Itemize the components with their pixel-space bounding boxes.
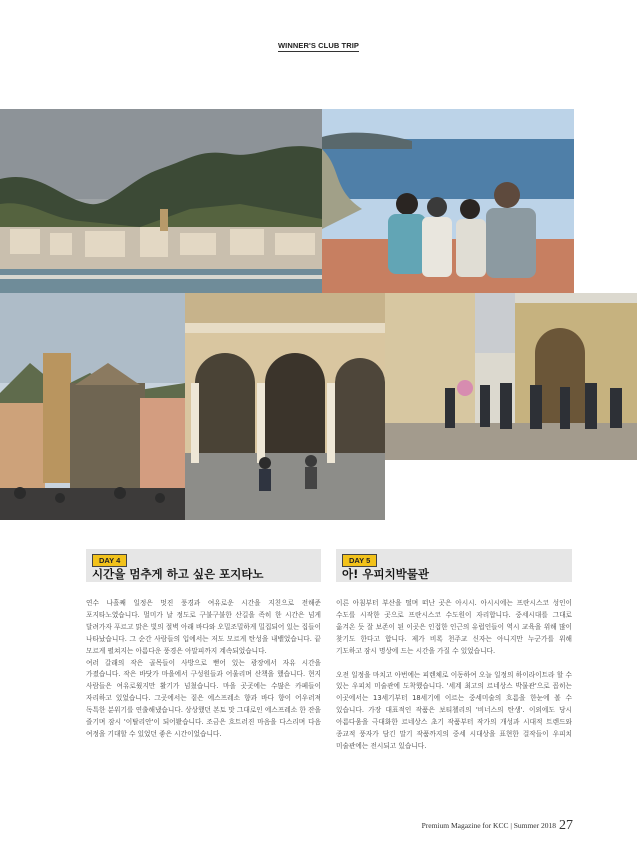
day5-header	[336, 549, 572, 582]
photo-arcade-courtyard	[185, 293, 385, 520]
day4-badge: DAY 4	[92, 554, 127, 567]
section-tag: WINNER'S CLUB TRIP	[277, 41, 360, 50]
day5-body	[336, 598, 572, 765]
photo-family-sea-view	[322, 109, 574, 293]
day4-header	[86, 549, 321, 582]
day4-body	[86, 598, 321, 753]
day5-badge: DAY 5	[342, 554, 377, 567]
day5-title: 아! 우피치박물관	[342, 567, 430, 581]
magazine-name: Premium Magazine for KCC | Summer 2018	[421, 821, 556, 830]
photo-amalfi-coast	[0, 109, 322, 293]
photo-street-tourists	[385, 293, 637, 460]
photo-cathedral-square	[0, 293, 185, 520]
day5-paragraph-2: 오전 일정을 마치고 아번에는 피렌체로 이동하여 오늘 일정의 하이라이트라 할 수 있는 우피치 미술관에 도착했습니다. '세계 최고의 르네상스 박물관'으로 꼽히는 이곳에서는 13세기부터 18세기에 이르는 중세미술의 흐름을 한눈에 볼 수 있습니다. 가장 대표적인 작품은 보티첼리의 '비너스의 탄생'. 이외에도 당시 아름다움을 극대화한 르네상스 초기 작품부터 작가의 개성과 시대적 트렌드와 종교적 풍자가 담긴 말기 작품까지의 중세 시대상을 표현한 걸작들이 우피치 미술관에는 전시되고 있습니다.	[336, 670, 572, 750]
day4-paragraph-2: 여러 갈래의 작은 골목들이 사방으로 뻗어 있는 광장에서 자유 시간을 가졌습니다. 작은 바닷가 마을에서 구성원들과 어울리며 산책을 했습니다. 현지 사람들은 여유로웠지만 활기가 넘쳤습니다. 마을 곳곳에는 수많은 카페들이 자리하고 있었습니다. 그곳에서는 짙은 에스프레소 향과 바다 향이 어우러져 독특한 분위기를 연출해냈습니다. 상상했던 본토 맛 그대로인 에스프레소 한 잔을 즐기며 잠시 '이탈리안'이 되어봤습니다. 조금은 흐트러진 마음을 다스리며 다음 여정을 기대할 수 있었던 좋은 시간이었습니다.	[86, 658, 321, 738]
page-footer	[422, 818, 573, 834]
day5-paragraph-1: 이른 아침부터 부산을 떨며 떠난 곳은 아시시. 아시시에는 프란시스코 성인이 수도를 시작한 곳으로 프란시스코 수도원이 자리합니다. 중세시대를 그대로 옮겨온 듯 잘 보존이 된 이곳은 인접한 인근의 유럽인들이 역시 교육을 위해 많이 찾기도 한다고 합니다. 제가 비록 천주교 신자는 아니지만 누군가를 위해 기도하고 잠시 명상에 드는 시간을 가질 수 있었습니다.	[336, 599, 572, 655]
page-number: 27	[559, 818, 573, 833]
day4-paragraph-1: 연수 나흘째 일정은 멋진 풍경과 여유로운 시간을 지친으로 전해준 포지타노였습니다. 멀미가 날 정도로 구불구불한 산길을 족히 한 시간은 넘게 달려가자 푸르고 맑은 빛의 절벽 아래 바다와 오밀조밀하게 밀집되어 있는 집들이 나타났습니다. 그 순간 사람들의 입에서는 저도 모르게 탄성을 내뱉었습니다. 끝 모르게 펼쳐지는 아름다운 풍경은 아말피까지 계속되었습니다.	[86, 599, 321, 655]
day4-title: 시간을 멈추게 하고 싶은 포지타노	[92, 567, 264, 581]
